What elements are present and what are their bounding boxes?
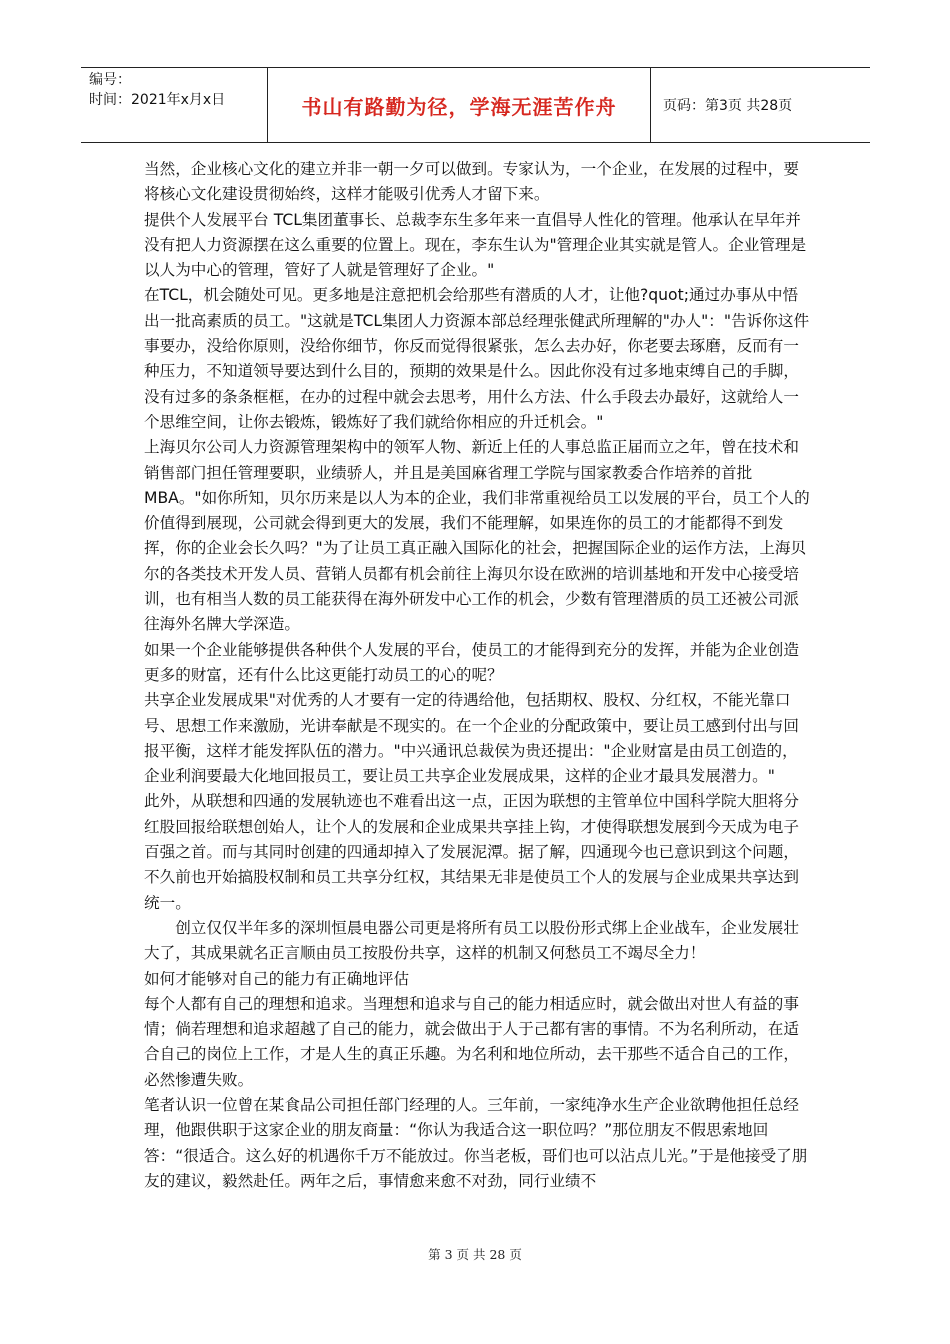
document-body [144, 157, 812, 1194]
paragraph: 每个人都有自己的理想和追求。当理想和追求与自己的能力相适应时，就会做出对世人有益的事情；倘若理想和追求超越了自己的能力，就会做出于人于己都有害的事情。不为名利所动，在适合自己的岗位上工作，才是人生的真正乐趣。为名利和地位所动，去干那些不适合自己的工作，必然惨遭失败。 [144, 994, 799, 1089]
paragraph: 笔者认识一位曾在某食品公司担任部门经理的人。三年前，一家纯净水生产企业欲聘他担任总经理，他跟供职于这家企业的朋友商量：“你认为我适合这一职位吗？”那位朋友不假思索地回答：“很适合。这么好的机遇你千万不能放过。你当老板，哥们也可以沾点儿光。”于是他接受了朋友的建议，毅然赴任。两年之后，事情愈来愈不对劲，同行业绩不 [144, 1095, 808, 1190]
section-heading: 如何才能够对自己的能力有正确地评估 [144, 969, 410, 988]
page-footer: 第 3 页 共 28 页 [428, 1247, 522, 1262]
paragraph: 当然，企业核心文化的建立并非一朝一夕可以做到。专家认为，一个企业，在发展的过程中，要将核心文化建设贯彻始终，这样才能吸引优秀人才留下来。 [144, 160, 799, 204]
paragraph: 提供个人发展平台 TCL集团董事长、总裁李东生多年来一直倡导人性化的管理。他承认在早年并没有把人力资源摆在这么重要的位置上。现在，李东生认为"管理企业其实就是管人。企业管理是以人为中心的管理，管好了人就是管理好了企业。" [144, 210, 807, 280]
paragraph: 共享企业发展成果"对优秀的人才要有一定的待遇给他，包括期权、股权、分红权，不能光靠口号、思想工作来激励，光讲奉献是不现实的。在一个企业的分配政策中，要让员工感到付出与回报平衡，这样才能发挥队伍的潜力。"中兴通讯总裁侯为贵还提出："企业财富是由员工创造的，企业利润要最大化地回报员工，要让员工共享企业发展成果，这样的企业才最具发展潜力。" [144, 691, 799, 786]
paragraph: 在TCL，机会随处可见。更多地是注意把机会给那些有潜质的人才，让他?quot;通过办事从中悟出一批高素质的员工。"这就是TCL集团人力资源本部总经理张健武所理解的"办人"："告诉你这件事要办，没给你原则，没给你细节，你反而觉得很紧张，怎么去办好，你老要去琢磨，反而有一种压力，不知道领导要达到什么目的，预期的效果是什么。因此你没有过多地束缚自己的手脚，没有过多的条条框框，在办的过程中就会去思考，用什么方法、什么手段去办最好，这就给人一个思维空间，让你去锻炼，锻炼好了我们就给你相应的升迁机会。" [144, 286, 810, 431]
paragraph: 如果一个企业能够提供各种供个人发展的平台，使员工的才能得到充分的发挥，并能为企业创造更多的财富，还有什么比这更能打动员工的心的呢？ [144, 640, 799, 684]
paragraph: 上海贝尔公司人力资源管理架构中的领军人物、新近上任的人事总监正届而立之年，曾在技术和销售部门担任管理要职，业绩骄人，并且是美国麻省理工学院与国家教委合作培养的首批MBA。"如你所知，贝尔历来是以人为本的企业，我们非常重视给员工以发展的平台，员工个人的价值得到展现，公司就会得到更大的发展，我们不能理解，如果连你的员工的才能都得不到发挥，你的企业会长久吗？"为了让员工真正融入国际化的社会，把握国际企业的运作方法，上海贝尔的各类技术开发人员、营销人员都有机会前往上海贝尔设在欧洲的培训基地和开发中心接受培训，也有相当人数的员工能获得在海外研发中心工作的机会，少数有管理潜质的员工还被公司派往海外名牌大学深造。 [144, 438, 810, 634]
number-label: 编号： [89, 72, 131, 88]
page-header [81, 67, 870, 143]
paragraph: 创立仅仅半年多的深圳恒晨电器公司更是将所有员工以股份形式绑上企业战车，企业发展壮大了，其成果就名正言顺由员工按股份共享，这样的机制又何愁员工不竭尽全力！ [144, 918, 799, 963]
time-label: 时间：2021年x月x日 [89, 92, 226, 108]
paragraph: 此外，从联想和四通的发展轨迹也不难看出这一点，正因为联想的主管单位中国科学院大胆将分红股回报给联想创始人，让个人的发展和企业成果共享挂上钩，才使得联想发展到今天成为电子百强之首。而与其同时创建的四通却掉入了发展泥潭。据了解，四通现今也已意识到这个问题，不久前也开始搞股权制和员工共享分红权，其结果无非是使员工个人的发展与企业成果共享达到统一。 [144, 792, 799, 912]
header-page-info: 页码：第3页 共28页 [663, 98, 793, 114]
header-meta [81, 68, 268, 142]
header-motto: 书山有路勤为径，学海无涯苦作舟 [268, 68, 651, 142]
